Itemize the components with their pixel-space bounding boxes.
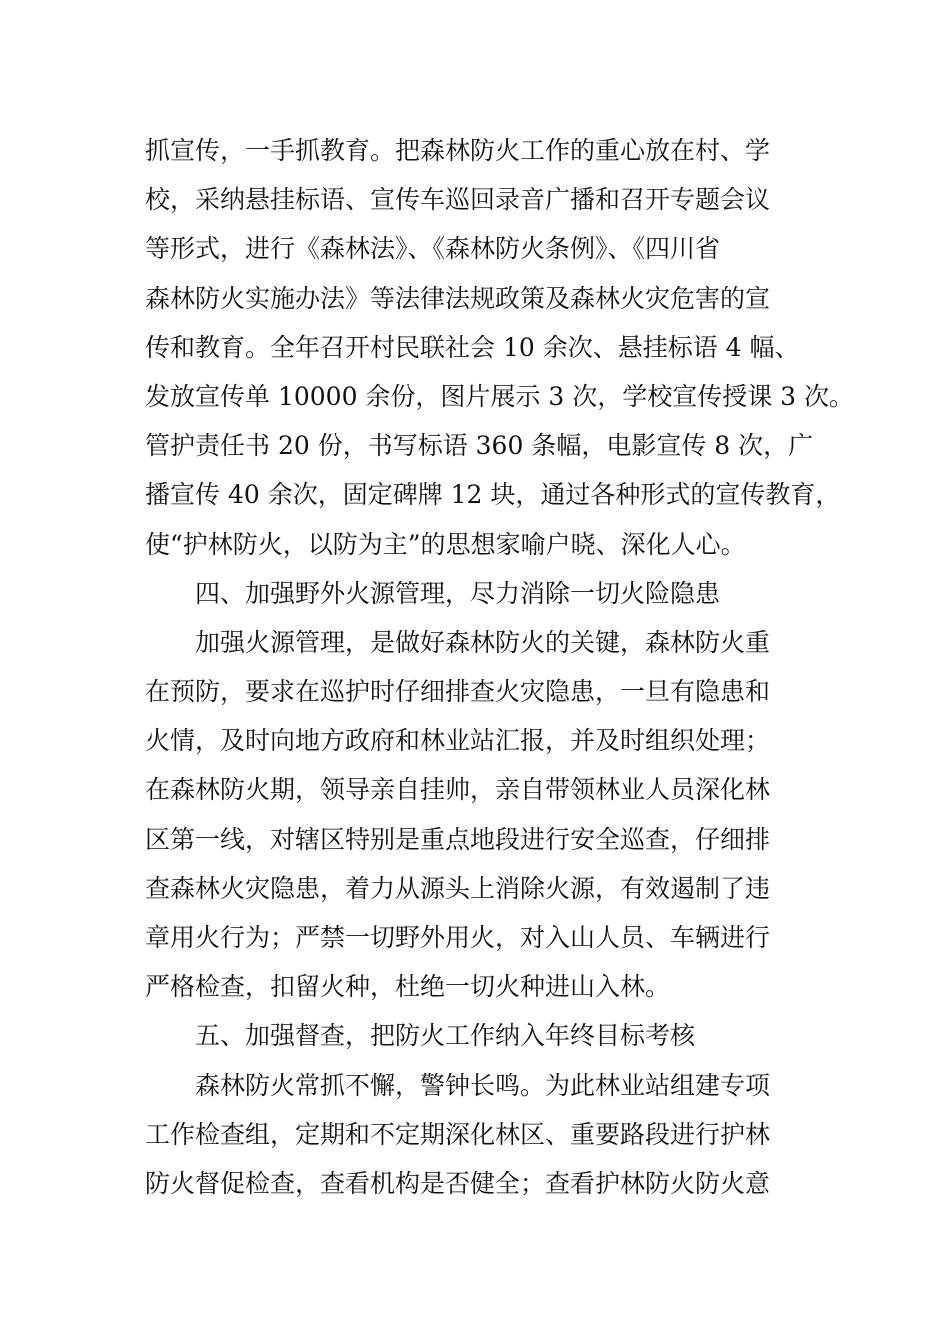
text-line: 严格检查，扣留火种，杜绝一切火种进山入林。 — [145, 972, 671, 1002]
text-line: 章用火行为；严禁一切野外用火，对入山人员、车辆进行 — [145, 923, 771, 952]
body-text — [145, 126, 855, 1208]
text-line: 火情，及时向地方政府和林业站汇报，并及时组织处理； — [145, 726, 771, 756]
text-line: 查森林火灾隐患，着力从源头上消除火源，有效遏制了违 — [145, 873, 771, 903]
text-line: 区第一线，对辖区特别是重点地段进行安全巡查，仔细排 — [145, 824, 771, 854]
text-line: 在森林防火期，领导亲自挂帅，亲自带领林业人员深化林 — [145, 775, 771, 805]
section-heading: 四、加强野外火源管理，尽力消除一切火险隐患 — [195, 578, 721, 608]
text-line: 传和教育。全年召开村民联社会 10 余次、悬挂标语 4 幅、 — [145, 332, 800, 362]
text-line: 使“护林防火，以防为主”的思想家喻户晓、深化人心。 — [145, 529, 746, 559]
text-line: 等形式，进行《森林法》、《森林防火条例》、《四川省 — [145, 234, 721, 264]
text-line: 防火督促检查，查看机构是否健全；查看护林防火防火意 — [145, 1168, 771, 1198]
text-line: 工作检查组，定期和不定期深化林区、重要路段进行护林 — [145, 1119, 771, 1149]
section-heading: 五、加强督查，把防火工作纳入年终目标考核 — [195, 1021, 696, 1051]
text-line: 抓宣传，一手抓教育。把森林防火工作的重心放在村、学 — [145, 136, 771, 165]
text-line: 管护责任书 20 份，书写标语 360 条幅，电影宣传 8 次，广 — [145, 431, 814, 461]
text-line: 森林防火实施办法》等法律法规政策及森林火灾危害的宣 — [145, 283, 771, 313]
text-line: 在预防，要求在巡护时仔细排查火灾隐患，一旦有隐患和 — [145, 677, 771, 707]
text-line: 播宣传 40 余次，固定碑牌 12 块，通过各种形式的宣传教育， — [145, 480, 841, 510]
text-line: 加强火源管理，是做好森林防火的关键，森林防火重 — [195, 627, 771, 657]
text-line: 发放宣传单 10000 余份，图片展示 3 次，学校宣传授课 3 次。 — [145, 381, 855, 411]
text-line: 森林防火常抓不懈，警钟长鸣。为此林业站组建专项 — [195, 1070, 771, 1100]
text-line: 校，采纳悬挂标语、宣传车巡回录音广播和召开专题会议 — [145, 185, 771, 215]
